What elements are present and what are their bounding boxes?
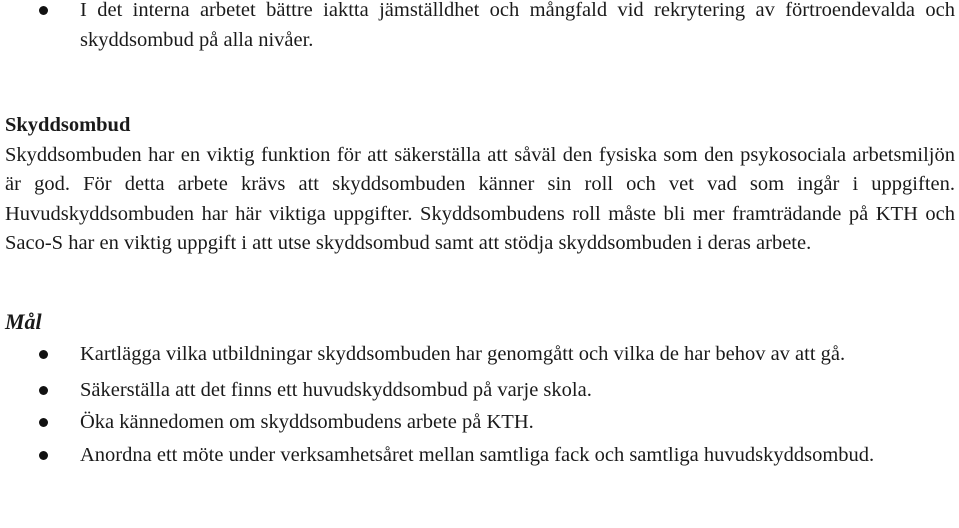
- list-item: [0, 376, 959, 406]
- bullet-icon: [39, 451, 48, 460]
- list-item: [0, 441, 959, 471]
- bullet-icon: [39, 6, 48, 15]
- bullet-icon: [39, 350, 48, 359]
- bullet-icon: [39, 386, 48, 395]
- list-item: [0, 340, 959, 370]
- safety-rep-section: [5, 111, 955, 259]
- list-item-text: Kartlägga vilka utbildningar skyddsombuden har genomgått och vilka de har behov av att gå.: [80, 343, 846, 365]
- list-item-text: I det interna arbetet bättre iaktta jämställdhet och mångfald vid rekrytering av förtroendevalda och skyddsombud på alla nivåer.: [80, 0, 955, 51]
- list-item-text: Säkerställa att det finns ett huvudskyddsombud på varje skola.: [80, 378, 592, 401]
- bullet-icon: [39, 418, 48, 427]
- goals-heading: Mål: [5, 309, 42, 334]
- goals-bullet-list: [0, 340, 959, 470]
- section-paragraph: Skyddsombuden har en viktig funktion för att säkerställa att såväl den fysiska som den psykosociala arbetsmiljön är god. För detta arbete krävs att skyddsombuden känner sin roll och vet vad som ingår i uppgiften. Huvudskyddsombuden har här viktiga uppgifter. Skyddsombudens roll måste bli mer framträdande på KTH och Saco-S har en viktig uppgift i att utse skyddsombud samt att stödja skyddsombuden i deras arbete.: [5, 143, 955, 254]
- list-item-text: Öka kännedomen om skyddsombudens arbete på KTH.: [80, 411, 534, 433]
- list-item: [0, 0, 959, 55]
- list-item-text: Anordna ett möte under verksamhetsåret mellan samtliga fack och samtliga huvudskyddsombud.: [80, 443, 875, 466]
- list-item: [0, 408, 959, 438]
- section-heading: Skyddsombud: [5, 114, 131, 136]
- intro-bullet-list: [0, 0, 959, 55]
